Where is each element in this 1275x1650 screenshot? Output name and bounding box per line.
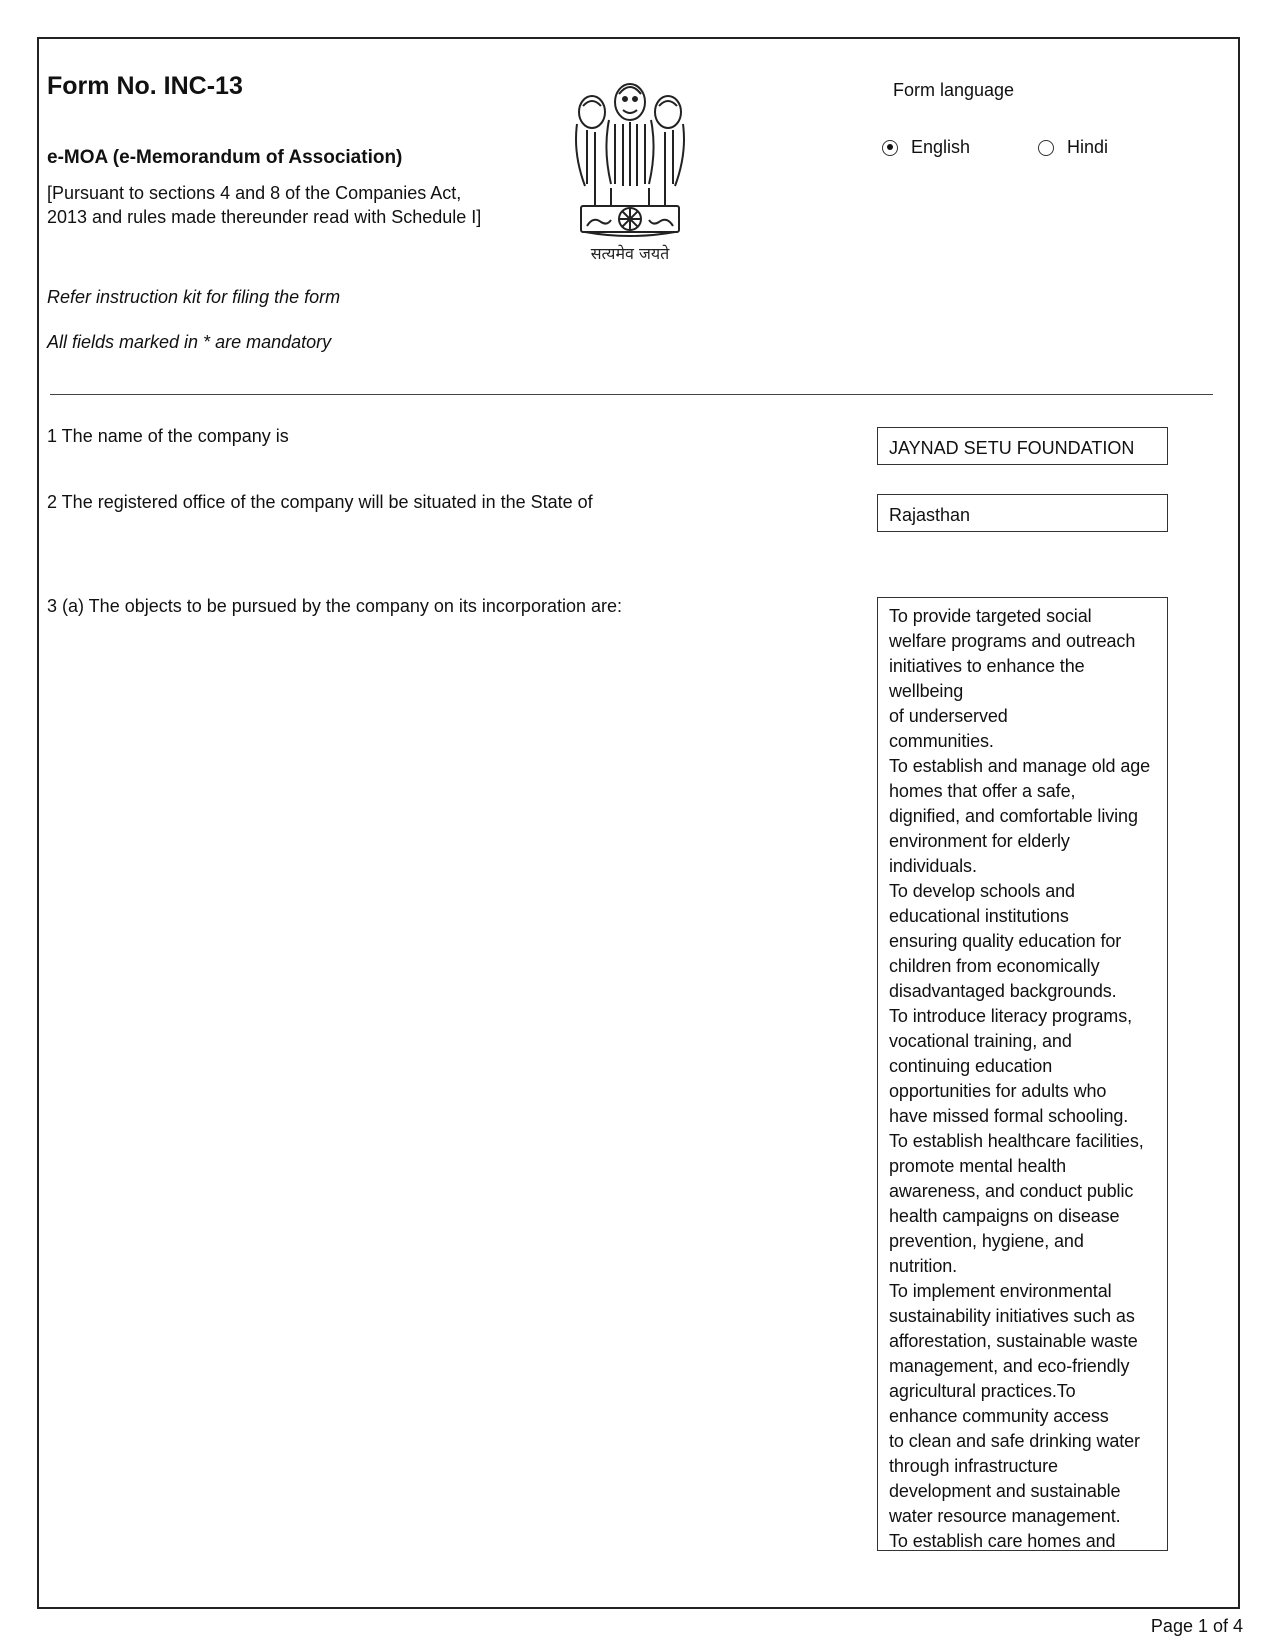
form-language-label: Form language (893, 80, 1015, 100)
registered-state-label: 2 The registered office of the company will be situated in the State of (47, 492, 593, 512)
language-option-label: Hindi (1067, 137, 1109, 157)
section-divider (50, 394, 1213, 395)
emblem-motto: सत्यमेव जयते (590, 244, 670, 263)
pursuant-note: [Pursuant to sections 4 and 8 of the Companies Act, 2013 and rules made thereunder read with Schedule I] (47, 183, 482, 227)
form-title: e-MOA (e-Memorandum of Association) (47, 147, 403, 168)
page-number: Page 1 of 4 (1150, 1616, 1243, 1636)
company-name-field[interactable]: JAYNAD SETU FOUNDATION (877, 427, 1168, 465)
company-name-label: 1 The name of the company is (47, 426, 289, 446)
objects-textarea[interactable]: To provide targeted social welfare programs and outreach initiatives to enhance the wellbeing of underserved communities. To establish and manage old age homes that offer a safe, dignified, and comfortable living environment for elderly individuals. To develop schools and educational institutions ensuring quality education for children from economically disadvantaged backgrounds. To introduce literacy programs, vocational training, and continuing education opportunities for adults who have missed formal schooling. To establish healthcare facilities, promote mental health awareness, and conduct public health campaigns on disease prevention, hygiene, and nutrition. To implement environmental sustainability initiatives such as afforestation, sustainable waste management, and eco-friendly agricultural practices.To enhance community access to clean and safe drinking water through infrastructure development and sustainable water resource management. To establish care homes and (877, 597, 1168, 1551)
instruction-note: Refer instruction kit for filing the form (47, 287, 341, 307)
language-option-english[interactable] (882, 137, 970, 158)
radio-checked-icon[interactable] (882, 140, 898, 156)
language-option-hindi[interactable] (1038, 137, 1108, 158)
language-option-label: English (911, 137, 971, 157)
form-number: Form No. INC-13 (47, 72, 243, 100)
national-emblem-icon (565, 74, 695, 266)
mandatory-note: All fields marked in * are mandatory (47, 332, 332, 352)
registered-state-field[interactable]: Rajasthan (877, 494, 1168, 532)
radio-unchecked-icon[interactable] (1038, 140, 1054, 156)
objects-label: 3 (a) The objects to be pursued by the company on its incorporation are: (47, 596, 622, 616)
